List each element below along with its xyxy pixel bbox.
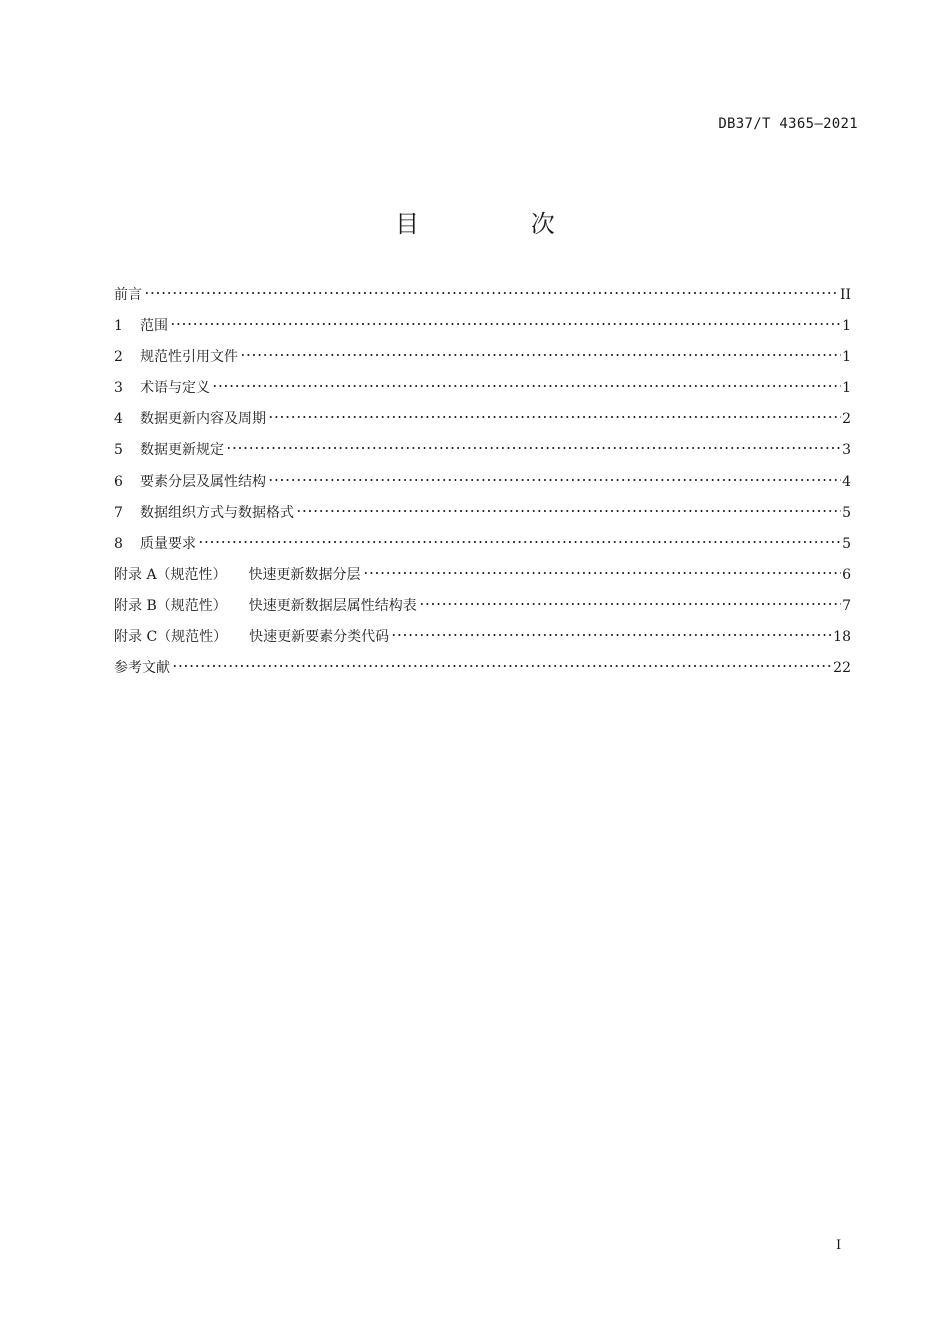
toc-entry-number: 1 — [114, 318, 123, 335]
dot-leader — [295, 508, 841, 514]
toc-entry-1[interactable] — [114, 315, 851, 346]
dot-leader — [225, 445, 841, 451]
toc-entry-subtitle: 快速更新数据分层 — [248, 566, 361, 583]
toc-entry-page: 22 — [833, 660, 851, 677]
toc-entry-subtitle: 快速更新数据层属性结构表 — [248, 597, 417, 614]
table-of-contents — [114, 284, 851, 688]
dot-leader — [197, 539, 841, 545]
toc-entry-label: 规范性引用文件 — [140, 349, 238, 366]
dot-leader — [390, 632, 832, 638]
toc-entry-label: 数据组织方式与数据格式 — [140, 504, 294, 521]
toc-entry-references[interactable] — [114, 657, 851, 688]
toc-entry-6[interactable] — [114, 471, 851, 502]
page-title: 目 次 — [395, 210, 607, 238]
toc-entry-number: 4 — [114, 411, 123, 428]
toc-entry-label: 参考文献 — [114, 660, 170, 677]
toc-entry-appendix-c[interactable] — [114, 626, 851, 657]
toc-entry-appendix-b[interactable] — [114, 595, 851, 626]
toc-entry-label: 附录 A（规范性） — [114, 566, 227, 583]
toc-entry-label: 质量要求 — [140, 535, 196, 552]
toc-entry-number: 2 — [114, 349, 123, 366]
dot-leader — [267, 414, 841, 420]
toc-entry-page: 5 — [842, 535, 851, 552]
toc-entry-label: 前言 — [114, 287, 142, 303]
toc-entry-foreword[interactable] — [114, 284, 851, 315]
dot-leader — [143, 290, 839, 296]
toc-entry-label: 要素分层及属性结构 — [140, 473, 266, 490]
toc-entry-page: 2 — [842, 411, 851, 428]
toc-entry-page: 1 — [842, 318, 851, 335]
toc-entry-label: 数据更新规定 — [140, 442, 224, 459]
dot-leader — [418, 601, 841, 607]
page-number: I — [836, 1238, 842, 1253]
toc-entry-label: 范围 — [140, 318, 168, 335]
toc-entry-number: 5 — [114, 442, 123, 459]
toc-entry-page: 7 — [842, 597, 851, 614]
toc-entry-2[interactable] — [114, 346, 851, 377]
toc-entry-label: 附录 C（规范性） — [114, 629, 228, 646]
toc-entry-4[interactable] — [114, 408, 851, 439]
dot-leader — [211, 383, 841, 389]
dot-leader — [267, 477, 841, 483]
toc-entry-7[interactable] — [114, 502, 851, 533]
toc-entry-5[interactable] — [114, 439, 851, 470]
toc-entry-page: 3 — [842, 442, 851, 459]
standard-code: DB37/T 4365—2021 — [718, 116, 858, 132]
toc-entry-number: 3 — [114, 380, 123, 397]
toc-entry-page: 1 — [842, 349, 851, 366]
toc-entry-3[interactable] — [114, 377, 851, 408]
toc-entry-appendix-a[interactable] — [114, 564, 851, 595]
toc-entry-label: 术语与定义 — [140, 380, 210, 397]
dot-leader — [362, 570, 842, 576]
toc-entry-page: 1 — [842, 380, 851, 397]
toc-entry-page: II — [839, 287, 851, 303]
toc-entry-page: 18 — [833, 629, 851, 646]
toc-entry-label: 数据更新内容及周期 — [140, 411, 266, 428]
toc-entry-number: 6 — [114, 473, 123, 490]
toc-entry-8[interactable] — [114, 533, 851, 564]
toc-entry-page: 4 — [842, 473, 851, 490]
toc-entry-page: 5 — [842, 504, 851, 521]
toc-entry-number: 7 — [114, 504, 123, 521]
dot-leader — [169, 321, 841, 327]
dot-leader — [171, 663, 832, 669]
toc-entry-subtitle: 快速更新要素分类代码 — [249, 629, 390, 646]
toc-entry-number: 8 — [114, 535, 123, 552]
dot-leader — [239, 352, 841, 358]
toc-entry-page: 6 — [842, 566, 851, 583]
toc-entry-label: 附录 B（规范性） — [114, 597, 227, 614]
